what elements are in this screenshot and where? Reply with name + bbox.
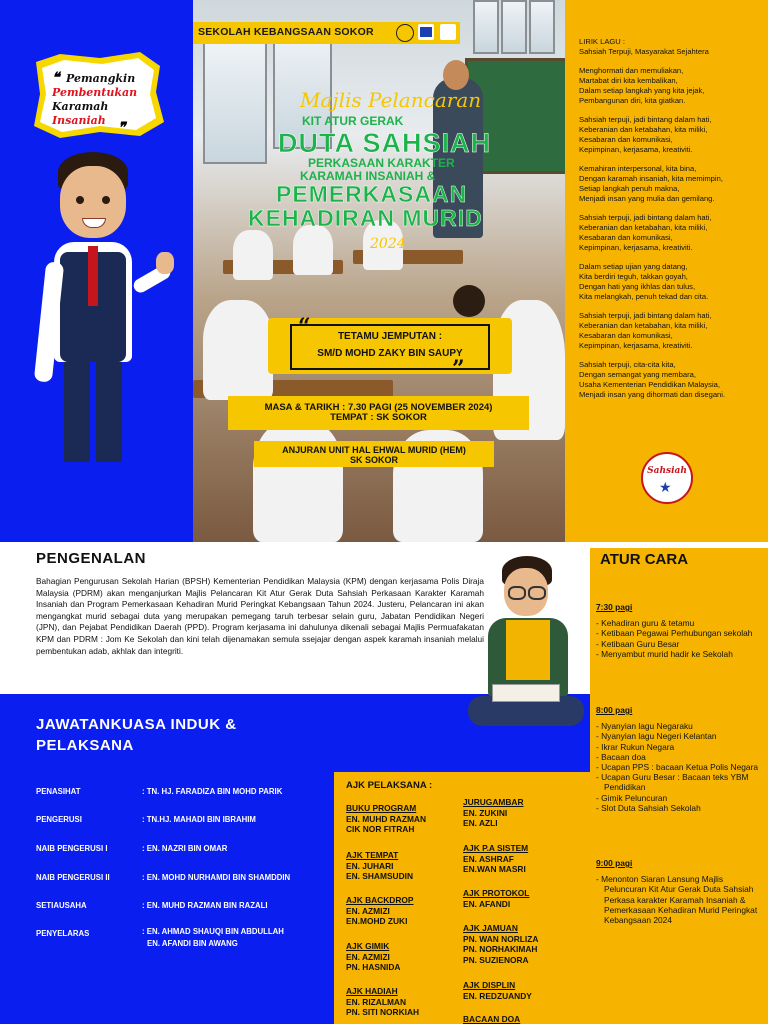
- ajk-member: EN.WAN MASRI: [463, 864, 526, 874]
- window: [529, 0, 555, 54]
- committee-role: PENASIHAT: [36, 787, 81, 796]
- ajk-member: EN. RIZALMAN: [346, 996, 407, 1007]
- lyrics-verse: Sahsiah terpuji, jadi bintang dalam hati, Keberanian dan ketabahan, kita miliki, Kesabaran dan komunikasi, Kepimpinan, kerjasama, kreativiti.: [579, 311, 712, 350]
- lyrics-verse: Sahsiah terpuji, cita-cita kita, Dengan semangat yang membara, Usaha Kementerian Pendidikan Malaysia, Menjadi insan yang dihormati dan disegani.: [579, 360, 726, 399]
- ajk-group: [463, 980, 583, 1001]
- ajk-member: EN. AZLI: [463, 818, 498, 828]
- time-date: MASA & TARIKH : 7.30 PAGI (25 NOVEMBER 2024): [264, 402, 493, 413]
- ajk-heading: AJK GIMIK: [346, 941, 390, 951]
- ajk-member: EN. MUHD RAZMAN: [346, 813, 427, 824]
- teacher-head: [443, 60, 469, 90]
- ajk-member: EN. JUHARI: [346, 860, 394, 871]
- partner-logo-icon: [440, 24, 456, 40]
- school-crest-icon: [396, 24, 414, 42]
- committee-name: : EN. NAZRI BIN OMAR: [142, 844, 228, 853]
- ajk-title: AJK PELAKSANA :: [346, 780, 433, 791]
- student: [253, 420, 343, 542]
- committee-name: : EN. MUHD RAZMAN BIN RAZALI: [142, 901, 268, 910]
- ajk-member: EN. SHAMSUDIN: [346, 871, 414, 881]
- ajk-member: EN. ASHRAF: [463, 853, 514, 864]
- banner-line4: Insaniah: [52, 114, 106, 127]
- poster-script-title: Majlis Pelancaran: [300, 88, 482, 112]
- poster-perk1: PERKASAAN KARAKTER: [308, 156, 455, 170]
- ajk-member: PN. WAN NORLIZA: [463, 933, 539, 944]
- duta-sahsiah-logo: [641, 452, 693, 504]
- lyrics-verse: Sahsiah terpuji, jadi bintang dalam hati, Keberanian dan ketabahan, kita miliki, Kesabaran dan komunikasi, Kepimpinan, kerjasama, kreativiti.: [579, 213, 712, 252]
- schedule-item: - Nyanyian lagu Negaraku: [596, 721, 693, 732]
- ajk-group: [346, 986, 466, 1018]
- star-icon: ★: [659, 479, 672, 495]
- banner-line1: Pemangkin: [66, 72, 136, 85]
- ajk-group: [346, 895, 466, 927]
- session-time: 7:30 pagi: [596, 602, 633, 612]
- venue: TEMPAT : SK SOKOR: [330, 412, 427, 423]
- student: [293, 225, 333, 275]
- ajk-member: EN. AFANDI: [463, 898, 511, 909]
- quote-open-icon: “: [298, 314, 311, 340]
- committee-name: : EN. MOHD NURHAMDI BIN SHAMDDIN: [142, 873, 291, 882]
- ajk-group: [463, 1014, 583, 1025]
- committee-name: EN. AFANDI BIN AWANG: [147, 939, 238, 948]
- lyrics-intro: LIRIK LAGU : Sahsiah Terpuji, Masyarakat Sejahtera: [579, 37, 709, 56]
- intro-body: Bahagian Pengurusan Sekolah Harian (BPSH) Kementerian Pendidikan Malaysia (KPM) dengan kerjasama Polis Diraja Malaysia (PDRM) akan menganjurkan Majlis Pelancaran Kit Atur Gerak Duta Sahsiah Perkasaan Karakter Karamah Insaniah dan Program Pemerkasaan Kehadiran Murid Peringkat Kebangsaan Tahun 2024. Justeru, Pelancaran ini akan mengangkat murid sebagai duta yang merupakan pemegang taruh terbesar selain guru, Jabatan Pendidikan Negeri (JPN), dan Pejabat Pendidikan Daerah (PPD). Program kerjasama ini dahulunya dikenali sebagai Majlis Permuafakatan KPM dan PDRM : Jom Ke Sekolah dan kini telah dijenamakan semula ssejajar dengan aspek karamah insaniah melalui pembentukan adab, akhlak dan integriti.: [36, 576, 484, 656]
- poster-kit: KIT ATUR GERAK: [302, 114, 404, 128]
- committee-title-line1: JAWATANKUASA INDUK &: [36, 716, 237, 733]
- student: [233, 230, 273, 280]
- poster-perk2: KARAMAH INSANIAH &: [300, 169, 436, 183]
- committee-role: NAIB PENGERUSI I: [36, 844, 108, 853]
- ajk-member: EN.MOHD ZUKI: [346, 916, 408, 926]
- ajk-member: PN. SITI NORKIAH: [346, 1007, 420, 1017]
- ajk-heading: AJK HADIAH: [346, 986, 398, 996]
- ajk-member: PN. NORHAKIMAH: [463, 944, 538, 954]
- lyrics-verse: Kemahiran interpersonal, kita bina, Dengan karamah insaniah, kita memimpin, Setiap langkah penuh makna, Menjadi insan yang mulia dan gemilang.: [579, 164, 723, 203]
- guest-title: TETAMU JEMPUTAN :: [337, 331, 443, 342]
- ajk-group: [346, 941, 466, 973]
- ajk-heading: BUKU PROGRAM: [346, 803, 417, 813]
- ajk-heading: AJK JAMUAN: [463, 923, 518, 933]
- committee-role: SETIAUSAHA: [36, 901, 87, 910]
- schedule-item: - Slot Duta Sahsiah Sekolah: [596, 802, 701, 813]
- ajk-heading: JURUGAMBAR: [463, 797, 524, 807]
- ajk-group: [463, 923, 583, 965]
- schedule-session: [596, 602, 766, 659]
- schedule-item: - Kehadiran guru & tetamu: [596, 618, 695, 629]
- lyrics-verse: Sahsiah terpuji, jadi bintang dalam hati, Keberanian dan ketabahan, kita miliki, Kesabaran dan komunikasi, Kepimpinan, kerjasama, kreativiti.: [579, 115, 712, 154]
- logo-text: Sahsiah: [647, 466, 687, 476]
- school-name: SEKOLAH KEBANGSAAN SOKOR: [198, 26, 374, 38]
- poster-duta: DUTA SAHSIAH: [278, 128, 491, 158]
- lyrics-verse: Dalam setiap ujian yang datang, Kita berdiri teguh, takkan goyah, Dengan hati yang ikhlas dan tulus, Kita melangkah, penuh tekad dan cita.: [579, 262, 709, 301]
- ajk-group: [463, 843, 583, 875]
- schedule-session: [596, 705, 766, 813]
- schedule-item: - Ucapan Guru Besar : Bacaan teks YBM Pendidikan: [596, 772, 749, 793]
- schedule-item: - Bacaan doa: [596, 751, 646, 762]
- schedule-item: - Ikrar Rukun Negara: [596, 741, 675, 752]
- student-head: [453, 285, 485, 317]
- schedule-item: - Nyanyian lagu Negeri Kelantan: [596, 731, 717, 742]
- song-lyrics: [579, 37, 763, 409]
- poster-year: 2024: [370, 236, 406, 252]
- organizer-line2: SK SOKOR: [349, 455, 398, 465]
- quote-open-icon: ❝: [52, 70, 60, 86]
- ajk-group: [346, 850, 466, 882]
- ajk-heading: AJK TEMPAT: [346, 850, 399, 860]
- quote-close-icon: ❞: [118, 120, 126, 136]
- session-time: 8:00 pagi: [596, 705, 633, 715]
- ajk-heading: AJK P.A SISTEM: [463, 843, 529, 853]
- window: [473, 0, 499, 54]
- poster-pem: PEMERKASAAN: [276, 181, 468, 207]
- ajk-group: [463, 797, 583, 829]
- schedule-item: - Gimik Peluncuran: [596, 792, 668, 803]
- schedule-session: [596, 858, 766, 925]
- ajk-heading: AJK DISPLIN: [463, 980, 516, 990]
- committee-name: : EN. AHMAD SHAUQI BIN ABDULLAH: [142, 927, 284, 936]
- session-time: 9:00 pagi: [596, 858, 633, 868]
- banner-line3: Karamah: [52, 100, 109, 113]
- quote-close-icon: ”: [452, 356, 465, 382]
- committee-name: : TN.HJ. MAHADI BIN IBRAHIM: [142, 815, 256, 824]
- committee-role: PENYELARAS: [36, 929, 90, 938]
- ajk-heading: AJK BACKDROP: [346, 895, 414, 905]
- ajk-member: CIK NOR FITRAH: [346, 824, 415, 834]
- student: [203, 300, 273, 400]
- intro-title: PENGENALAN: [36, 550, 147, 567]
- ajk-member: PN. SUZIENORA: [463, 954, 529, 965]
- window: [501, 0, 527, 54]
- guest-name: SM/D MOHD ZAKY BIN SAUPY: [317, 348, 463, 359]
- lyrics-verse: Menghormati dan memuliakan, Martabat diri kita kembalikan, Dalam setiap langkah yang kita jejak, Pembangunan diri, kita giatkan.: [579, 66, 705, 105]
- committee-role: PENGERUSI: [36, 815, 82, 824]
- ajk-heading: AJK PROTOKOL: [463, 888, 530, 898]
- schedule-item: - Ketibaan Guru Besar: [596, 638, 680, 649]
- committee-title: [36, 714, 237, 756]
- banner-line2: Pembentukan: [52, 86, 138, 99]
- ajk-member: EN. REDZUANDY: [463, 990, 532, 1001]
- committee-role: NAIB PENGERUSI II: [36, 873, 110, 882]
- ajk-group: [463, 888, 583, 909]
- schedule-item: - Menonton Siaran Lansung Majlis Peluncuran Kit Atur Gerak Duta Sahsiah Perkasa karakter Karamah Insaniah & Pemerkasaan Kehadiran Murid Peringkat Kebangsaan 2024: [596, 874, 758, 926]
- committee-name: : TN. HJ. FARADIZA BIN MOHD PARIK: [142, 787, 283, 796]
- poster-keh: KEHADIRAN MURID: [248, 205, 483, 231]
- committee-title-line2: PELAKSANA: [36, 737, 134, 754]
- ajk-member: EN. ZUKINI: [463, 807, 508, 818]
- ajk-heading: BACAAN DOA: [463, 1014, 521, 1024]
- ajk-member: EN. AZMIZI: [346, 951, 390, 962]
- kpm-logo-icon: [418, 24, 434, 40]
- ajk-member: EN. AZMIZI: [346, 905, 390, 916]
- ajk-member: PN. HASNIDA: [346, 962, 401, 972]
- reading-student-illustration: [462, 556, 588, 734]
- schedule-title: ATUR CARA: [600, 551, 689, 568]
- schedule-item: - Ketibaan Pegawai Perhubungan sekolah: [596, 628, 753, 639]
- window: [203, 40, 267, 164]
- schedule-item: - Menyambut murid hadir ke Sekolah: [596, 648, 733, 659]
- ajk-group: [346, 803, 466, 835]
- student-mascot: [38, 152, 178, 462]
- organizer-line1: ANJURAN UNIT HAL EHWAL MURID (HEM): [282, 445, 466, 455]
- schedule-item: - Ucapan PPS : bacaan Ketua Polis Negara: [596, 762, 759, 773]
